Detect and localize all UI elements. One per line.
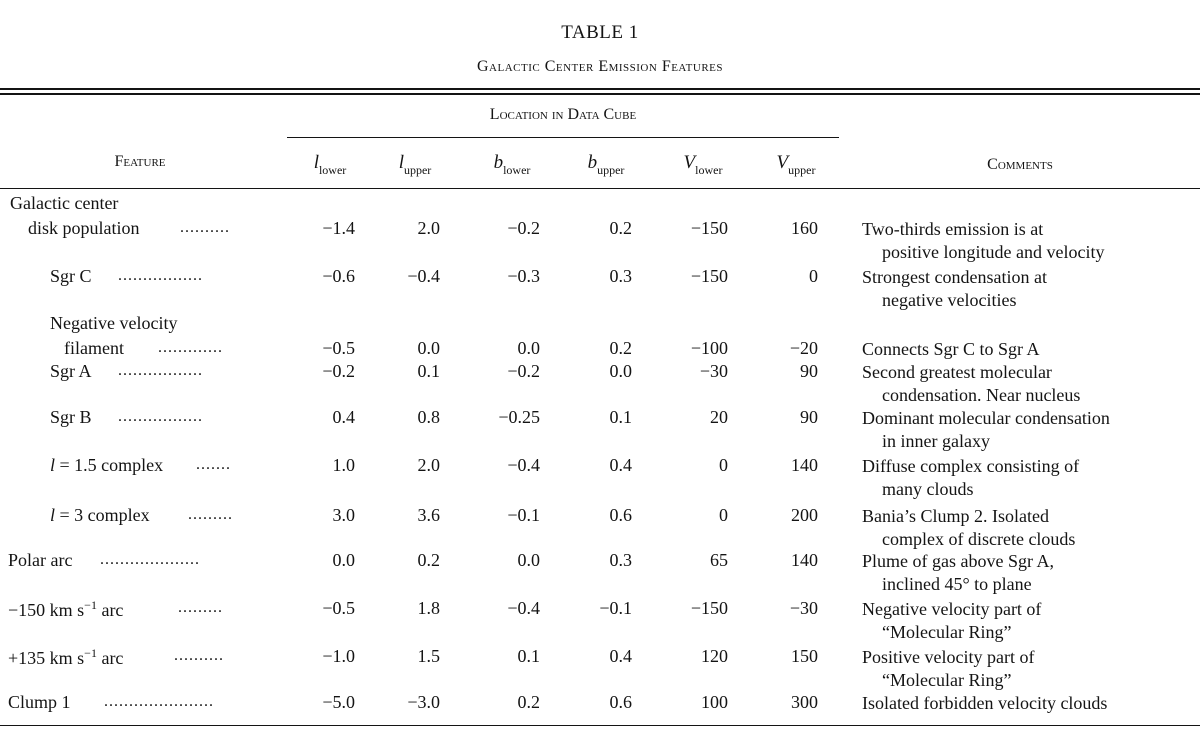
column-subscript: lower	[318, 163, 347, 177]
feature-text: Clump 1	[8, 692, 71, 712]
cell-V-upper: 160	[791, 218, 818, 238]
column-symbol: V	[776, 152, 789, 173]
comment-line2: condensation. Near nucleus	[882, 385, 1081, 405]
cell-b-lower: −0.3	[507, 266, 540, 286]
feature-text: −150 km s	[8, 600, 85, 620]
cell-V-lower: −150	[690, 266, 728, 286]
cell-V-lower: 0	[719, 505, 728, 525]
cell-b-lower: 0.2	[517, 692, 540, 712]
leader-dots: .........	[188, 506, 233, 523]
cell-l-upper: −0.4	[407, 266, 440, 286]
feature-label-line1: Galactic center	[10, 193, 119, 213]
feature-label	[50, 266, 92, 287]
feature-label	[50, 455, 163, 476]
feature-text: Sgr A	[50, 361, 92, 381]
cell-V-lower: −150	[690, 598, 728, 618]
comment-line1: Connects Sgr C to Sgr A	[862, 339, 1040, 359]
cell-l-upper: 0.8	[417, 407, 440, 427]
cell-l-upper: 1.8	[417, 598, 440, 618]
column-subscript: upper	[403, 163, 432, 177]
feature-label	[50, 407, 92, 428]
column-header-l-upper	[370, 152, 460, 178]
feature-label	[8, 550, 72, 571]
feature-label	[50, 361, 92, 382]
cell-l-upper: 2.0	[417, 455, 440, 475]
table-title: TABLE 1	[561, 22, 639, 43]
leader-dots: .................	[118, 408, 203, 425]
column-symbol: l	[313, 152, 319, 173]
cell-l-lower: −0.2	[322, 361, 355, 381]
leader-dots: .................	[118, 362, 203, 379]
comment-line1: Negative velocity part of	[862, 599, 1042, 619]
comment-line2: many clouds	[882, 479, 974, 499]
cell-V-upper: −20	[789, 338, 818, 358]
cell-V-upper: 140	[791, 550, 818, 570]
cell-l-lower: 0.4	[332, 407, 355, 427]
comment-cell	[862, 505, 1075, 551]
table-subtitle: Galactic Center Emission Features	[476, 58, 723, 75]
cell-b-upper: 0.0	[609, 361, 632, 381]
cell-b-upper: 0.3	[609, 550, 632, 570]
comment-line2: complex of discrete clouds	[882, 529, 1076, 549]
feature-suffix: arc	[96, 600, 124, 620]
leader-dots: ..........	[174, 647, 224, 664]
feature-superscript: −1	[84, 598, 97, 612]
feature-label	[50, 505, 150, 526]
feature-label-line1: Negative velocity	[50, 313, 178, 333]
column-subscript: upper	[597, 163, 625, 177]
feature-text: = 3 complex	[59, 505, 150, 525]
feature-text: Sgr B	[50, 407, 92, 427]
header-rule	[0, 188, 1200, 189]
cell-V-lower: 100	[701, 692, 728, 712]
comment-line1: Positive velocity part of	[862, 647, 1035, 667]
feature-symbol: l	[50, 455, 60, 475]
feature-label	[64, 338, 124, 359]
cell-b-upper: 0.3	[609, 266, 632, 286]
cell-V-upper: 90	[800, 407, 818, 427]
column-header-V-lower	[658, 152, 748, 178]
comment-cell	[862, 407, 1110, 453]
cell-b-lower: −0.25	[498, 407, 540, 427]
cell-b-upper: 0.6	[609, 692, 632, 712]
comment-line2: in inner galaxy	[882, 431, 990, 451]
column-header-V-upper	[751, 152, 841, 178]
comment-cell	[862, 646, 1034, 692]
leader-dots: .........	[178, 599, 223, 616]
cell-b-lower: −0.1	[507, 505, 540, 525]
group-header-rule	[287, 137, 839, 138]
top-rule-1	[0, 88, 1200, 90]
cell-l-upper: 1.5	[417, 646, 440, 666]
cell-V-upper: 140	[791, 455, 818, 475]
cell-b-lower: −0.2	[507, 361, 540, 381]
cell-b-lower: 0.0	[517, 338, 540, 358]
cell-V-upper: 150	[791, 646, 818, 666]
comment-line2: “Molecular Ring”	[882, 670, 1012, 690]
cell-l-lower: −0.5	[322, 338, 355, 358]
column-symbol: b	[587, 152, 598, 173]
feature-text: = 1.5 complex	[59, 455, 164, 475]
comment-cell	[862, 266, 1047, 312]
cell-V-upper: 200	[791, 505, 818, 525]
cell-l-lower: 3.0	[332, 505, 355, 525]
column-subscript: upper	[788, 163, 816, 177]
feature-symbol: l	[50, 505, 60, 525]
comment-line2: inclined 45° to plane	[882, 574, 1032, 594]
cell-b-upper: 0.4	[609, 455, 632, 475]
column-subscript: lower	[695, 163, 723, 177]
comment-cell	[862, 218, 1104, 264]
comment-cell	[862, 692, 1107, 715]
cell-l-lower: −1.0	[322, 646, 355, 666]
cell-l-upper: 0.0	[417, 338, 440, 358]
leader-dots: .................	[118, 267, 203, 284]
cell-V-upper: −30	[789, 598, 818, 618]
cell-l-lower: −0.6	[322, 266, 355, 286]
comment-line2: negative velocities	[882, 290, 1017, 310]
comment-line1: Strongest condensation at	[862, 267, 1047, 287]
cell-b-lower: −0.2	[507, 218, 540, 238]
leader-dots: .......	[196, 456, 231, 473]
cell-V-upper: 0	[809, 266, 818, 286]
feature-superscript: −1	[84, 646, 97, 660]
cell-l-lower: 0.0	[332, 550, 355, 570]
cell-l-upper: 3.6	[417, 505, 440, 525]
comment-line1: Second greatest molecular	[862, 362, 1052, 382]
cell-V-lower: 0	[719, 455, 728, 475]
cell-l-upper: 2.0	[417, 218, 440, 238]
column-header-b-upper	[561, 152, 651, 178]
leader-dots: ......................	[104, 693, 214, 710]
leader-dots: ..........	[180, 219, 230, 236]
comment-line2: positive longitude and velocity	[882, 242, 1105, 262]
comment-line1: Isolated forbidden velocity clouds	[862, 693, 1108, 713]
feature-label	[8, 598, 123, 621]
bottom-rule	[0, 725, 1200, 726]
cell-V-upper: 90	[800, 361, 818, 381]
cell-V-lower: −100	[690, 338, 728, 358]
comment-line1: Two-thirds emission is at	[862, 219, 1044, 239]
cell-V-lower: 120	[701, 646, 728, 666]
cell-l-upper: −3.0	[407, 692, 440, 712]
cell-b-upper: −0.1	[599, 598, 632, 618]
cell-l-lower: −0.5	[322, 598, 355, 618]
column-symbol: l	[398, 152, 404, 173]
cell-b-upper: 0.1	[609, 407, 632, 427]
comment-cell	[862, 338, 1040, 361]
comment-cell	[862, 598, 1041, 644]
feature-text: disk population	[28, 218, 140, 238]
cell-b-upper: 0.2	[609, 218, 632, 238]
cell-V-upper: 300	[791, 692, 818, 712]
comment-cell	[862, 361, 1080, 407]
top-rule-2	[0, 93, 1200, 95]
cell-b-upper: 0.6	[609, 505, 632, 525]
feature-label	[8, 646, 123, 669]
comment-line2: “Molecular Ring”	[882, 622, 1012, 642]
feature-header: Feature	[114, 153, 166, 170]
cell-b-lower: 0.0	[517, 550, 540, 570]
cell-V-lower: 65	[710, 550, 728, 570]
cell-l-upper: 0.2	[417, 550, 440, 570]
feature-text: filament	[64, 338, 124, 358]
cell-b-lower: 0.1	[517, 646, 540, 666]
comment-line1: Bania’s Clump 2. Isolated	[862, 506, 1049, 526]
comment-line1: Plume of gas above Sgr A,	[862, 551, 1054, 571]
column-subscript: lower	[503, 163, 531, 177]
cell-b-lower: −0.4	[507, 455, 540, 475]
comment-cell	[862, 550, 1054, 596]
feature-suffix: arc	[96, 648, 124, 668]
feature-text: Sgr C	[50, 266, 92, 286]
feature-text: +135 km s	[8, 648, 85, 668]
cell-V-lower: 20	[710, 407, 728, 427]
cell-l-lower: 1.0	[332, 455, 355, 475]
leader-dots: ....................	[100, 551, 200, 568]
leader-dots: .............	[158, 339, 223, 356]
cell-l-upper: 0.1	[417, 361, 440, 381]
cell-b-lower: −0.4	[507, 598, 540, 618]
group-header: Location in Data Cube	[489, 106, 637, 123]
comment-line1: Dominant molecular condensation	[862, 408, 1110, 428]
feature-text: Polar arc	[8, 550, 73, 570]
cell-V-lower: −30	[699, 361, 728, 381]
cell-V-lower: −150	[690, 218, 728, 238]
column-header-l-lower	[285, 152, 375, 178]
feature-label	[28, 218, 140, 239]
comments-header: Comments	[987, 156, 1053, 173]
cell-b-upper: 0.4	[609, 646, 632, 666]
feature-label	[8, 692, 71, 713]
column-header-b-lower	[467, 152, 557, 178]
cell-b-upper: 0.2	[609, 338, 632, 358]
cell-l-lower: −1.4	[322, 218, 355, 238]
comment-line1: Diffuse complex consisting of	[862, 456, 1080, 476]
cell-l-lower: −5.0	[322, 692, 355, 712]
comment-cell	[862, 455, 1079, 501]
column-symbol: V	[683, 152, 696, 173]
column-symbol: b	[493, 152, 504, 173]
